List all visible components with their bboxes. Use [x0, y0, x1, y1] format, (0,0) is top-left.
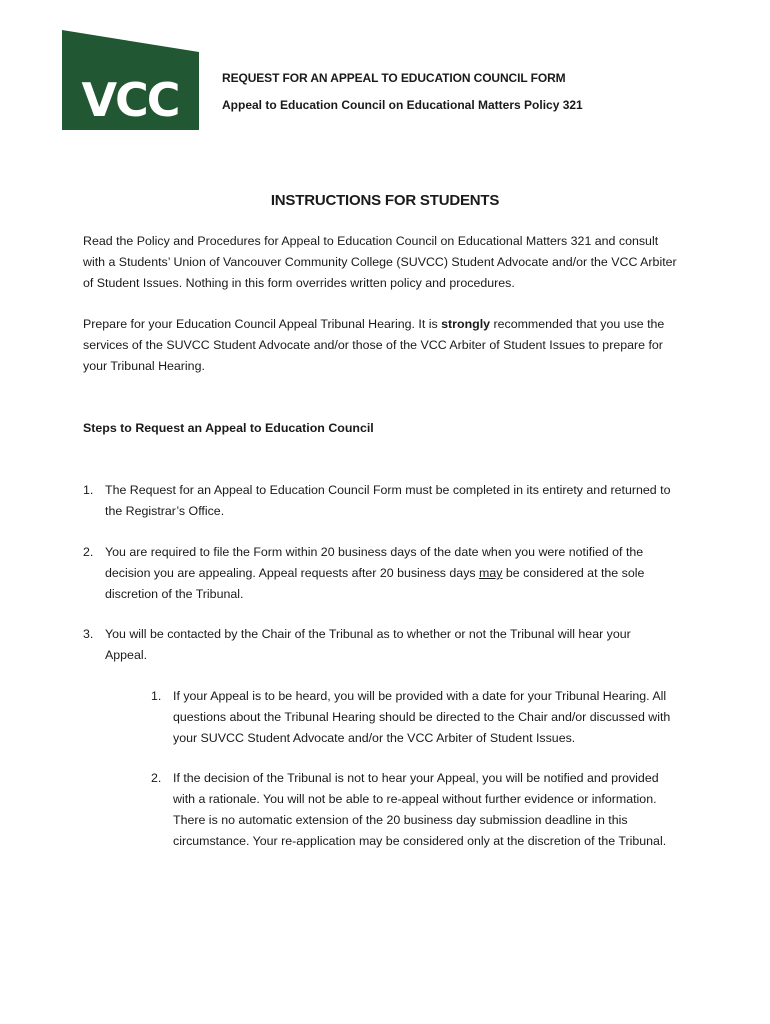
list-number: 2. — [83, 545, 94, 559]
steps-heading: Steps to Request an Appeal to Education Council — [83, 421, 374, 435]
paragraph-line: Appeal. — [105, 648, 148, 662]
paragraph-line: circumstance. Your re-application may be considered only at the discretion of the Tribunal. — [173, 834, 667, 848]
list-number: 3. — [83, 627, 94, 641]
paragraph-line: If the decision of the Tribunal is not to hear your Appeal, you will be notified and provided — [173, 771, 659, 785]
list-item-text — [173, 768, 713, 852]
paragraph-line: You will be contacted by the Chair of the Tribunal as to whether or not the Tribunal will hear your — [105, 627, 631, 641]
text-run: be considered at the sole — [502, 566, 645, 580]
intro-paragraph — [83, 231, 703, 294]
form-subtitle: Appeal to Education Council on Educational Matters Policy 321 — [222, 98, 583, 112]
paragraph-line: with a Students’ Union of Vancouver Community College (SUVCC) Student Advocate and/or the VCC Arbiter — [83, 255, 677, 269]
paragraph-line — [105, 563, 705, 584]
paragraph-line: Read the Policy and Procedures for Appeal to Education Council on Educational Matters 321 and consult — [83, 234, 659, 248]
paragraph-line: questions about the Tribunal Hearing should be directed to the Chair and/or discussed with — [173, 710, 671, 724]
form-header — [222, 68, 583, 115]
paragraph-line: your Tribunal Hearing. — [83, 359, 205, 373]
page-title: INSTRUCTIONS FOR STUDENTS — [270, 192, 500, 209]
text-run: recommended that you use the — [490, 317, 665, 331]
list-item-text — [105, 624, 705, 666]
paragraph-line: your SUVCC Student Advocate and/or the VCC Arbiter of Student Issues. — [173, 731, 576, 745]
vcc-logo — [62, 30, 199, 130]
paragraph-line: of Student Issues. Nothing in this form overrides written policy and procedures. — [83, 276, 515, 290]
paragraph-line: services of the SUVCC Student Advocate and/or those of the VCC Arbiter of Student Issues to prepare for — [83, 338, 663, 352]
text-run: Prepare for your Education Council Appeal Tribunal Hearing. It is — [83, 317, 442, 331]
preparation-paragraph — [83, 314, 703, 377]
paragraph-line: You are required to file the Form within 20 business days of the date when you were notified of the — [105, 545, 644, 559]
emphasis-strongly: strongly — [441, 317, 491, 331]
list-item-text — [173, 686, 713, 749]
vcc-logo-graphic — [62, 30, 199, 130]
emphasis-may: may — [479, 566, 503, 580]
list-number: 2. — [151, 771, 162, 785]
list-number: 1. — [151, 689, 162, 703]
text-run: decision you are appealing. Appeal requests after 20 business days — [105, 566, 480, 580]
paragraph-line: The Request for an Appeal to Education Council Form must be completed in its entirety and returned to — [105, 483, 671, 497]
paragraph-line — [83, 314, 703, 335]
paragraph-line: discretion of the Tribunal. — [105, 587, 244, 601]
logo-text: VCC — [81, 73, 179, 127]
paragraph-line: the Registrar’s Office. — [105, 504, 225, 518]
paragraph-line: with a rationale. You will not be able to re-appeal without further evidence or information. — [173, 792, 657, 806]
paragraph-line: If your Appeal is to be heard, you will be provided with a date for your Tribunal Hearing. All — [173, 689, 667, 703]
paragraph-line: There is no automatic extension of the 20 business day submission deadline in this — [173, 813, 628, 827]
list-item-text — [105, 542, 705, 605]
form-title: REQUEST FOR AN APPEAL TO EDUCATION COUNCIL FORM — [222, 71, 566, 85]
list-item-text — [105, 480, 705, 522]
list-number: 1. — [83, 483, 94, 497]
